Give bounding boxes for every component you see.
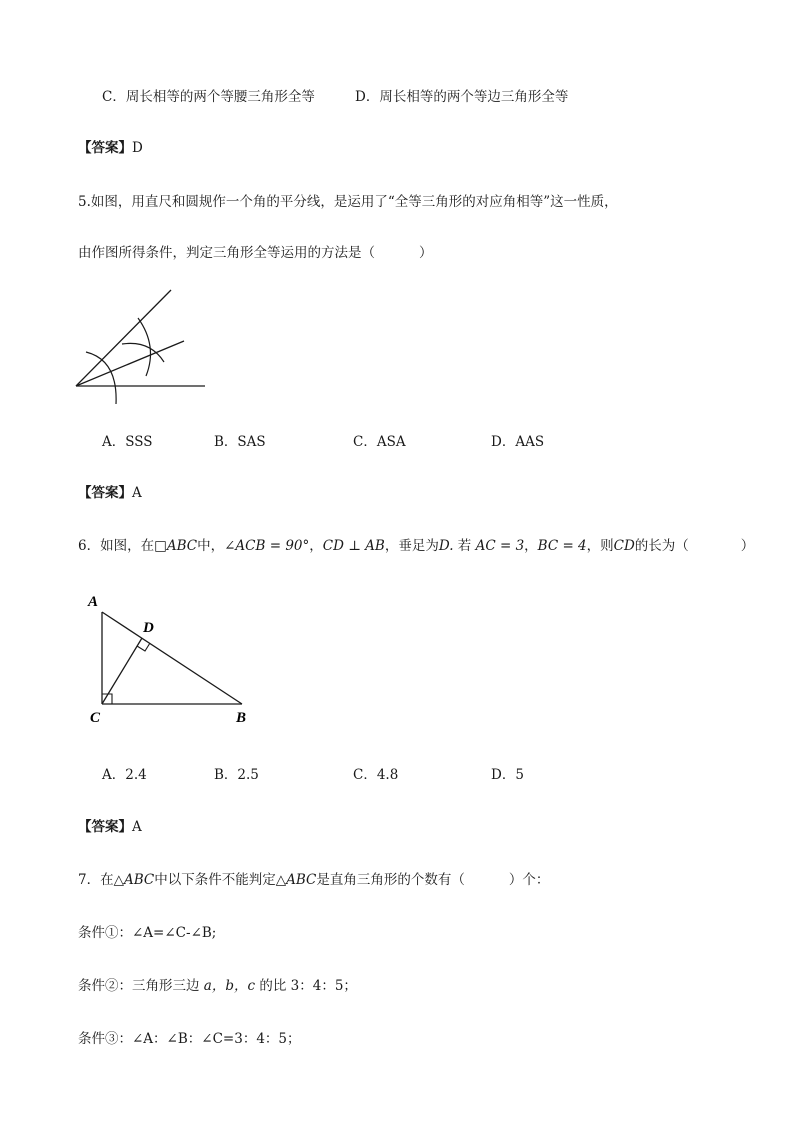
q7-stem-close: ）个：: [508, 872, 550, 888]
q7-triangle-name: ABC: [123, 872, 155, 888]
q6-stem-text: 的长为（: [634, 538, 689, 554]
q6-stem-text: ，: [524, 538, 538, 554]
q7-condition-2-pre: 条件②：三角形三边: [78, 978, 204, 994]
bisector-ray: [76, 341, 184, 386]
q7-stem-text: 中以下条件不能判定△: [154, 872, 287, 888]
q5-stem-line1: 5.如图，用直尺和圆规作一个角的平分线，是运用了“全等三角形的对应角相等”这一性质，: [78, 194, 618, 210]
q5-stem-line2: [78, 244, 433, 262]
q7-condition-2-post: 的比 3：4：5；: [255, 978, 357, 994]
q6-stem-close: ）: [740, 538, 755, 554]
label-a: A: [88, 594, 99, 610]
q6-answer: [78, 818, 142, 836]
answer-value: D: [132, 140, 143, 156]
label-c: C: [90, 710, 101, 726]
compass-arc-2: [122, 343, 164, 362]
answer-label: 【答案】: [78, 819, 132, 835]
q7-condition-2-vars: a，b，c: [203, 978, 256, 994]
q6-bc-value: BC = 4: [537, 538, 587, 554]
angle-upper-ray: [76, 290, 171, 386]
q5-stem-line2-post: ）: [419, 245, 433, 261]
q6-stem-text: 中，: [197, 538, 225, 554]
label-b: B: [236, 710, 247, 726]
q6-stem-text: ，垂足为: [384, 538, 439, 554]
q4-option-d: D．周长相等的两个等边三角形全等: [355, 89, 569, 105]
compass-arc-main: [86, 352, 116, 404]
q6-option-c: C．4.8: [353, 767, 399, 783]
q4-answer: [78, 139, 143, 157]
q5-stem-line2-pre: 由作图所得条件，判定三角形全等运用的方法是（: [78, 245, 375, 261]
q6-angle-condition: ∠ACB = 90°: [224, 538, 310, 554]
q5-option-c: C．ASA: [353, 434, 406, 450]
answer-label: 【答案】: [78, 140, 132, 156]
q5-angle-bisector-figure: [60, 280, 220, 410]
q5-option-d: D．AAS: [491, 434, 545, 450]
q4-option-c: C．周长相等的两个等腰三角形全等: [102, 89, 315, 105]
q5-option-b: B．SAS: [214, 434, 266, 450]
q7-stem: [78, 871, 549, 889]
q5-option-a: A．SSS: [102, 434, 153, 450]
q6-perp-condition: CD ⊥ AB: [322, 538, 385, 554]
q6-stem-text: ，则: [586, 538, 614, 554]
q7-condition-2: [78, 977, 357, 995]
q6-option-a: A．2.4: [102, 767, 147, 783]
answer-value: A: [132, 485, 142, 501]
q6-foot-point: D.: [438, 538, 454, 554]
q7-triangle-name: ABC: [286, 872, 317, 888]
answer-value: A: [132, 819, 142, 835]
label-d: D: [143, 620, 154, 636]
q7-stem-text: 7．在△: [78, 872, 124, 888]
side-ab: [102, 612, 242, 704]
q6-stem: [78, 537, 754, 555]
q6-option-b: B．2.5: [214, 767, 259, 783]
q6-ac-value: AC = 3: [475, 538, 525, 554]
q6-stem-text: ，: [309, 538, 323, 554]
q6-cd-segment: CD: [613, 538, 635, 554]
q6-stem-prefix: 6．如图，在□: [78, 538, 167, 554]
q6-option-d: D．5: [491, 767, 524, 783]
q7-stem-text: 是直角三角形的个数有（: [316, 872, 465, 888]
q6-stem-text: 若: [453, 538, 476, 554]
q6-triangle-name: ABC: [166, 538, 198, 554]
q7-condition-1: 条件①：∠A=∠C-∠B;: [78, 925, 217, 941]
answer-label: 【答案】: [78, 485, 132, 501]
q5-answer: [78, 484, 142, 502]
q7-condition-3: 条件③：∠A：∠B：∠C=3：4：5；: [78, 1031, 301, 1047]
q6-right-triangle-figure: [80, 588, 260, 728]
